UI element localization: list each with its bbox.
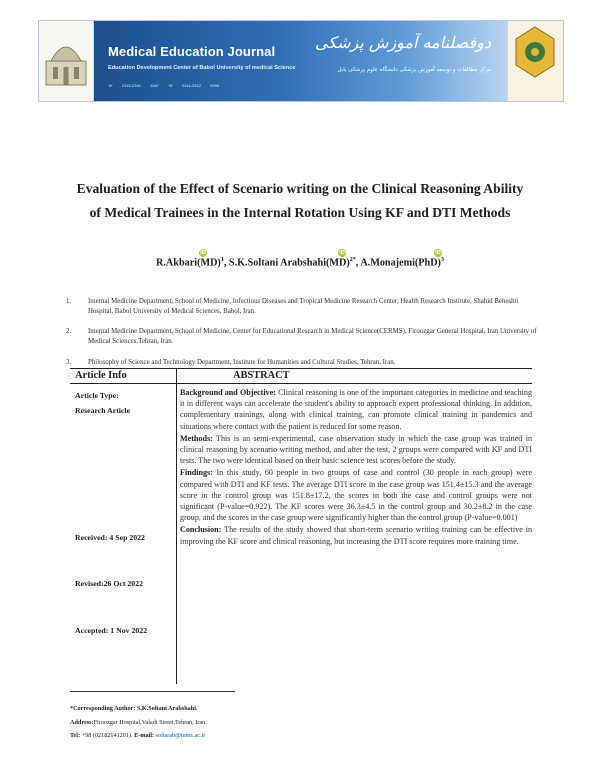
abstract-methods — [180, 433, 532, 467]
paper-title — [60, 177, 540, 225]
tel-text: +98 (02182141201). — [80, 732, 135, 739]
footnote-rule — [70, 691, 235, 692]
methods-label: Methods: — [180, 433, 213, 443]
author-2-affiliation: 2* — [349, 257, 356, 263]
affiliation-text: Philosophy of Science and Technology Department, Institute for Humanities and Cultural Studies, Tehran, Iran. — [88, 359, 396, 366]
university-building-icon — [43, 27, 89, 95]
email-link[interactable]: soltarab@iums.ac.ir — [154, 732, 206, 739]
author-list: R.Akbari(MD)$^1$, S.K.Soltani Arabshahi(MD)$^{2*}$, A.Monajemi(PhD)$^3$ — [156, 257, 444, 269]
affiliation-1 — [66, 297, 538, 317]
author-1-name: R.Akbari(MD) — [156, 257, 221, 269]
journal-publisher: Education Development Center of Babol University of medical Science — [108, 65, 296, 71]
background-text: Clinical reasoning is one of the important categories in medicine and teaching it in different ways can accelerate the student's ability to approach expert professional thinking. In addition, complementary trainings, along with clinical training, can promote clinical training in pandemics and situations where contact with the patient is reduced for some reason. — [180, 388, 532, 431]
persian-journal-title: دوفصلنامه آموزش پزشکی — [314, 33, 491, 52]
corresponding-label: *Corresponding Author: — [70, 705, 136, 712]
association-logo — [507, 21, 563, 101]
affiliation-3 — [66, 358, 538, 368]
accepted-date: Accepted: 1 Nov 2022 — [75, 626, 148, 635]
author-address — [70, 718, 207, 727]
tel-label: Tel: — [70, 732, 81, 739]
banner-title-area — [94, 21, 507, 101]
section-top-rule — [70, 368, 532, 369]
author-contact — [70, 731, 205, 740]
author-3-name: A.Monajemi(PhD) — [360, 257, 441, 269]
affiliation-text: Internal Medicine Department, School of Medicine, Infectious Diseases and Tropical Medicine Research Center, Health Research Institute, Shahid Beheshti Hospital, Babol University of Medical Sciences, Babol, Iran. — [88, 298, 519, 315]
address-text: Firoozgar Hospital,Valadi Street,Tehran, Iran. — [93, 719, 207, 726]
abstract-background — [180, 387, 532, 432]
received-date: Received: 4 Sep 2022 — [75, 533, 145, 542]
abstract-heading: ABSTRACT — [233, 370, 290, 381]
university-logo — [39, 21, 94, 101]
emblem-icon — [514, 25, 556, 79]
author-3-affiliation: 3 — [440, 257, 444, 263]
revised-date: Revised:26 Oct 2022 — [75, 579, 143, 588]
address-label: Address: — [70, 719, 94, 726]
article-type-value: Research Article — [75, 406, 131, 415]
persian-journal-subtitle: مرکز مطالعات و توسعه آموزش پزشکی دانشگاه علوم پزشکی بابل — [337, 67, 491, 73]
conclusion-text: The results of the study showed that short-term scenario writing training can be effective in improving the KF score and clinical reasoning, but increasing the DTI score requires more training time. — [180, 525, 532, 546]
column-divider — [176, 368, 177, 684]
orcid-icon[interactable]: iD — [435, 250, 441, 256]
conclusion-label: Conclusion: — [180, 525, 222, 535]
affiliation-2 — [66, 327, 538, 347]
author-1-affiliation: 1 — [220, 257, 224, 263]
methods-text: This is an semi-experimental, case observation study in which the case group was trained in clinical reasoning by scenario writing method, and after the test, 2 groups were compared with KF and DTI tests. The two were identical based on their basic science test scores before the study. — [180, 433, 532, 466]
email-label: E-mail: — [134, 732, 155, 739]
corresponding-name: S.K.Soltani Arabshahi. — [135, 705, 198, 712]
affiliation-number: 3. — [66, 359, 72, 366]
affiliation-number: 2. — [66, 328, 72, 335]
orcid-icon[interactable]: iD — [200, 250, 206, 256]
abstract-findings — [180, 467, 532, 523]
journal-name: Medical Education Journal — [108, 44, 276, 59]
journal-contact: ☏ 0116-2341 1087 ☏ 0116-2512 9996 — [108, 83, 220, 88]
author-2-name: S.K.Soltani Arabshahi(MD) — [228, 257, 350, 269]
orcid-icon[interactable]: iD — [339, 250, 345, 256]
article-type-label: Article Type: — [75, 391, 119, 400]
paper-title-line-2: of Medical Trainees in the Internal Rotation Using KF and DTI Methods — [89, 205, 511, 220]
abstract-conclusion — [180, 524, 532, 546]
abstract-body — [180, 387, 532, 548]
affiliation-number: 1. — [66, 298, 72, 305]
journal-banner — [38, 20, 564, 102]
findings-label: Findings: — [180, 468, 213, 478]
findings-text: In this study, 60 people in two groups of case and control (30 people in each group) were compared with DTI and KF tests. The average DTI score in the case group was 151.4±15.3 and the average score in the control group was 151.8±17.2, the scores in both the case and control groups were not significant (P-value=0.922). The KF scores were 36.3±4.5 in the control group and 30.2±8.2 in the case group, and the scores in the case group were significantly higher than the control group (P-value=0.001) — [180, 468, 532, 523]
background-label: Background and Objective: — [180, 388, 276, 397]
article-info-heading: Article Info — [75, 370, 127, 381]
corresponding-author — [70, 704, 197, 713]
section-header-rule — [70, 383, 532, 384]
affiliation-text: Internal Medicine Department, School of Medicine, Center for Educational Research in Medical Science(CERMS), Firoozgar General Hospital, Iran University of Medical Sciences,Tehran, Iran. — [88, 328, 537, 345]
paper-title-line-1: Evaluation of the Effect of Scenario writing on the Clinical Reasoning Ability — [76, 181, 524, 196]
